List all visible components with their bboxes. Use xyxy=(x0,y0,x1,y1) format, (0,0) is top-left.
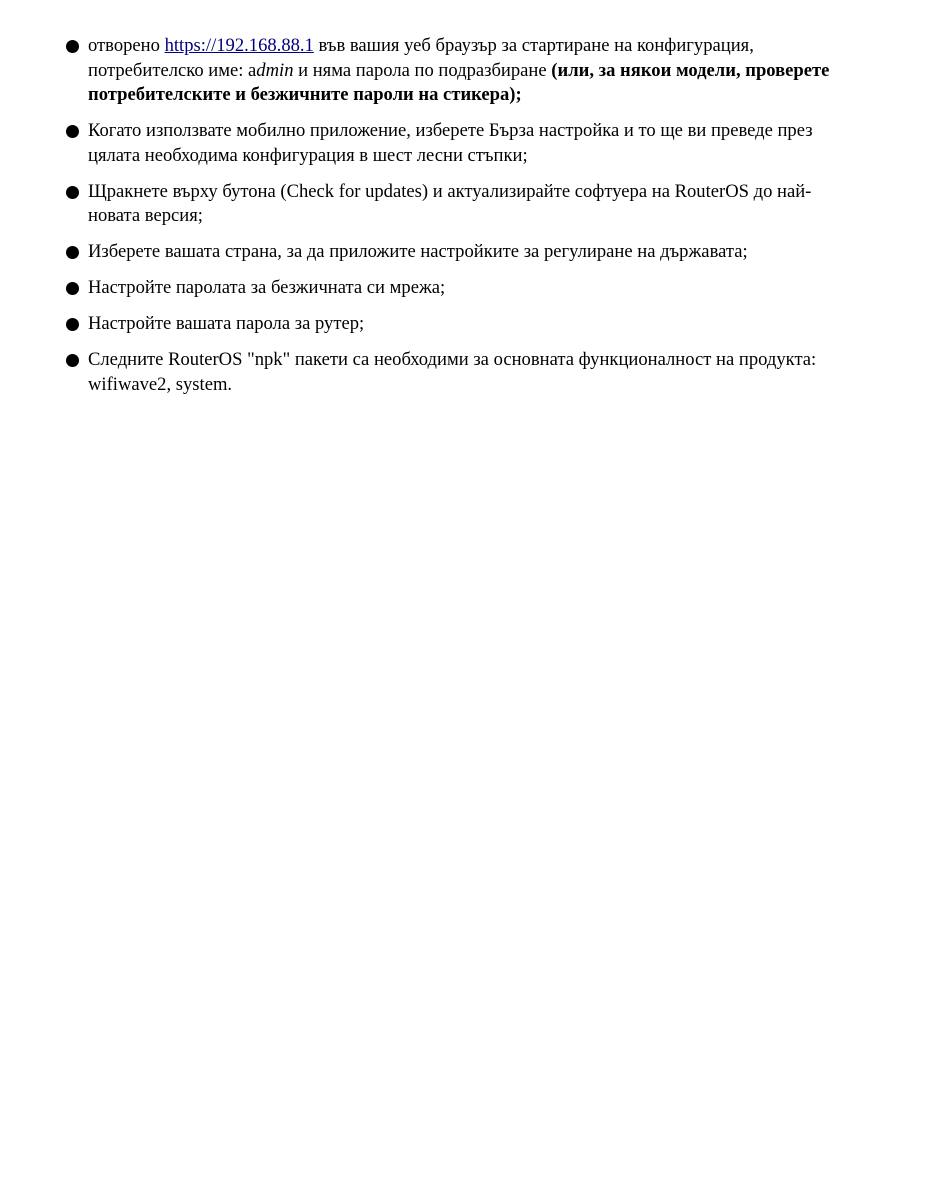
username-italic-text: dmin xyxy=(256,59,294,81)
list-item xyxy=(66,348,846,397)
bullet-icon xyxy=(66,282,79,295)
bullet-icon xyxy=(66,125,79,138)
item-text: Настройте вашата парола за рутер; xyxy=(88,313,365,334)
list-item xyxy=(66,276,846,301)
bullet-icon xyxy=(66,318,79,331)
sticker-note-bold: (или, за някои модели, проверете потребителските и безжичните пароли на стикера); xyxy=(88,59,830,105)
list-item xyxy=(66,119,846,168)
instruction-list xyxy=(66,34,846,409)
item-text: Щракнете върху бутона (Check for updates) и актуализирайте софтуера на RouterOS до най-новата версия; xyxy=(88,180,812,226)
list-item xyxy=(66,240,846,265)
item-text: Изберете вашата страна, за да приложите настройките за регулиране на държавата; xyxy=(88,241,748,262)
list-item xyxy=(66,34,846,108)
item-text: Настройте паролата за безжичната си мрежа; xyxy=(88,277,446,298)
bullet-icon xyxy=(66,354,79,367)
item-text-suffix: и няма парола по подразбиране xyxy=(293,59,552,81)
list-item xyxy=(66,312,846,337)
item-text-prefix: отворено xyxy=(88,35,165,56)
item-text: Когато използвате мобилно приложение, изберете Бърза настройка и то ще ви преведе през цялата необходима конфигурация в шест лесни стъпки; xyxy=(88,120,813,166)
item-text: Следните RouterOS "npk" пакети са необходими за основната функционалност на продукта: wifiwave2, system. xyxy=(88,349,817,395)
bullet-icon xyxy=(66,186,79,199)
item-text-middle: във вашия уеб браузър за стартиране на конфигурация, потребителско име: a xyxy=(88,35,754,81)
router-address-link[interactable]: https://192.168.88.1 xyxy=(164,35,314,56)
list-item xyxy=(66,180,846,229)
bullet-icon xyxy=(66,40,79,53)
bullet-icon xyxy=(66,246,79,259)
